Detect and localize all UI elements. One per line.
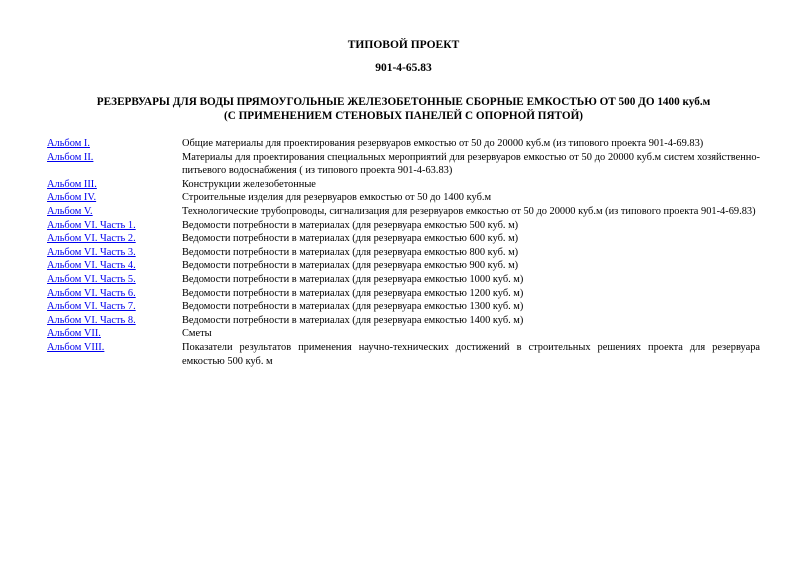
album-description: Общие материалы для проектирования резервуаров емкостью от 50 до 20000 куб.м (из типового проекта 901-4-69.83) [182, 138, 704, 149]
list-item [47, 314, 760, 328]
album-description: Конструкции железобетонные [182, 178, 316, 190]
album-link-7[interactable]: Альбом VII. [47, 328, 101, 340]
album-description: Материалы для проектирования специальных мероприятий для резервуаров емкостью от 50 до 20000 куб.м систем хозяйственно-питьевого водоснабжения ( из типового проекта 901-4-63.83) [182, 151, 760, 177]
album-link-4[interactable]: Альбом IV. [47, 192, 97, 204]
album-link-6-part-5[interactable]: Альбом VI. Часть 5. [47, 273, 136, 285]
document-subtitle [0, 96, 807, 123]
list-item [47, 259, 760, 273]
list-item [47, 137, 760, 151]
list-item [47, 300, 760, 314]
list-item [47, 273, 760, 287]
album-link-6-part-2[interactable]: Альбом VI. Часть 2. [47, 233, 136, 245]
album-link-2[interactable]: Альбом II. [47, 151, 94, 163]
subtitle-line-1: РЕЗЕРВУАРЫ ДЛЯ ВОДЫ ПРЯМОУГОЛЬНЫЕ ЖЕЛЕЗОБЕТОННЫЕ СБОРНЫЕ ЕМКОСТЬЮ ОТ 500 ДО 1400 куб.м [96, 96, 711, 108]
list-item [47, 287, 760, 301]
list-item [47, 246, 760, 260]
album-link-8[interactable]: Альбом VIII. [47, 341, 105, 353]
album-link-6-part-6[interactable]: Альбом VI. Часть 6. [47, 287, 136, 299]
album-link-6-part-8[interactable]: Альбом VI. Часть 8. [47, 314, 136, 326]
album-description: Ведомости потребности в материалах (для резервуара емкостью 900 куб. м) [182, 260, 519, 272]
album-description: Ведомости потребности в материалах (для резервуара емкостью 1200 куб. м) [182, 287, 524, 299]
album-description: Ведомости потребности в материалах (для резервуара емкостью 1000 куб. м) [182, 273, 524, 285]
album-list [47, 137, 760, 368]
list-item [47, 219, 760, 233]
album-link-6-part-1[interactable]: Альбом VI. Часть 1. [47, 219, 136, 231]
album-link-6-part-4[interactable]: Альбом VI. Часть 4. [47, 260, 136, 272]
document-title: ТИПОВОЙ ПРОЕКТ [347, 39, 460, 51]
album-description: Ведомости потребности в материалах (для резервуара емкостью 800 куб. м) [182, 246, 519, 258]
subtitle-line-2: (С ПРИМЕНЕНИЕМ СТЕНОВЫХ ПАНЕЛЕЙ С ОПОРНОЙ ПЯТОЙ) [223, 109, 584, 122]
album-description: Ведомости потребности в материалах (для резервуара емкостью 1400 куб. м) [182, 314, 524, 326]
album-link-6-part-3[interactable]: Альбом VI. Часть 3. [47, 246, 136, 258]
list-item [47, 205, 760, 219]
album-description: Ведомости потребности в материалах (для резервуара емкостью 500 куб. м) [182, 219, 519, 231]
album-description: Показатели результатов применения научно-технических достижений в строительных решениях проекта для резервуара емкостью 500 куб. м [182, 341, 760, 367]
list-item [47, 151, 760, 178]
album-description: Технологические трубопроводы, сигнализация для резервуаров емкостью от 50 до 20000 куб.м (из типового проекта 901-4-69.83) [182, 205, 756, 217]
list-item [47, 178, 760, 192]
album-description: Строительные изделия для резервуаров емкостью от 50 до 1400 куб.м [182, 192, 492, 204]
album-link-6-part-7[interactable]: Альбом VI. Часть 7. [47, 301, 136, 313]
album-description: Ведомости потребности в материалах (для резервуара емкостью 600 куб. м) [182, 233, 519, 245]
list-item [47, 232, 760, 246]
list-item [47, 191, 760, 205]
list-item [47, 327, 760, 341]
album-description: Сметы [182, 328, 212, 340]
album-link-1[interactable]: Альбом I. [47, 138, 90, 149]
album-link-5[interactable]: Альбом V. [47, 205, 93, 217]
album-link-3[interactable]: Альбом III. [47, 178, 97, 190]
list-item [47, 341, 760, 368]
project-code: 901-4-65.83 [375, 62, 432, 74]
album-description: Ведомости потребности в материалах (для резервуара емкостью 1300 куб. м) [182, 301, 524, 313]
